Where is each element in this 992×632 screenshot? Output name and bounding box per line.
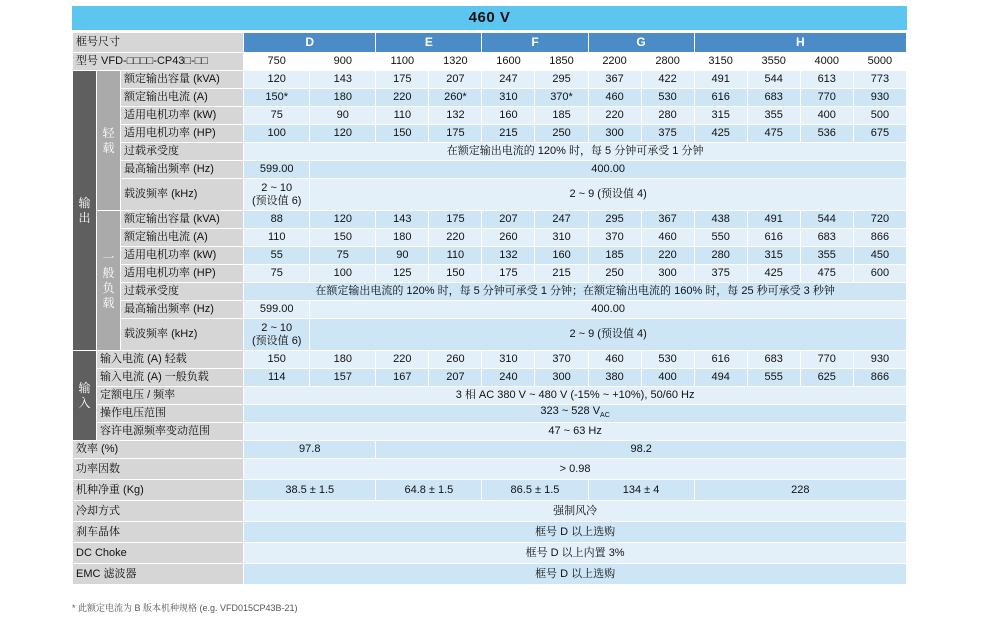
cooling-value: 强制风冷 [244, 501, 907, 522]
value-cell: 295 [588, 211, 641, 229]
value-cell: 600 [853, 265, 906, 283]
value-cell: 625 [800, 369, 853, 387]
value-cell: 866 [853, 229, 906, 247]
value-cell: 110 [244, 229, 310, 247]
value-cell: 367 [641, 211, 694, 229]
model-cell: 1100 [376, 53, 429, 71]
input-range-row [73, 405, 907, 423]
value-cell: 132 [482, 247, 535, 265]
normal-overload-value: 在额定输出电流的 120% 时，每 5 分钟可承受 1 分钟；在额定输出电流的 160% 时，每 25 秒可承受 3 秒钟 [244, 283, 907, 301]
model-cell: 900 [310, 53, 376, 71]
value-cell: 175 [429, 125, 482, 143]
model-row [73, 53, 907, 71]
value-cell: 55 [244, 247, 310, 265]
row-label: 容许电源频率变动范围 [97, 423, 244, 441]
row-label: 适用电机功率 (kW) [121, 107, 244, 125]
model-cell: 2800 [641, 53, 694, 71]
row-label: 操作电压范围 [97, 405, 244, 423]
input-light-row [73, 351, 907, 369]
value-cell: 260* [429, 89, 482, 107]
row-label: EMC 滤波器 [73, 564, 244, 585]
value-cell: 300 [535, 369, 588, 387]
value-cell: 180 [310, 89, 376, 107]
value-cell: 207 [482, 211, 535, 229]
value-cell: 175 [482, 265, 535, 283]
value-cell: 215 [482, 125, 535, 143]
value-cell: 355 [747, 107, 800, 125]
light-carrier-rest: 2 ~ 9 (预设值 4) [310, 179, 907, 211]
value-cell: 300 [588, 125, 641, 143]
value-cell: 150 [376, 125, 429, 143]
light-kw-row [73, 107, 907, 125]
value-cell: 425 [747, 265, 800, 283]
value-cell: 438 [694, 211, 747, 229]
value-cell: 866 [853, 369, 906, 387]
weight-h: 228 [694, 480, 906, 501]
value-cell: 494 [694, 369, 747, 387]
cooling-row [73, 501, 907, 522]
value-cell: 367 [588, 71, 641, 89]
input-voltage-row [73, 387, 907, 405]
normal-carrier-rest: 2 ~ 9 (预设值 4) [310, 319, 907, 351]
value-cell: 315 [747, 247, 800, 265]
value-cell: 260 [429, 351, 482, 369]
value-cell: 460 [588, 351, 641, 369]
row-label: 冷却方式 [73, 501, 244, 522]
value-cell: 143 [376, 211, 429, 229]
value-cell: 500 [853, 107, 906, 125]
value-cell: 616 [694, 351, 747, 369]
row-label: 额定输出容量 (kVA) [121, 71, 244, 89]
value-cell: 475 [800, 265, 853, 283]
value-cell: 250 [588, 265, 641, 283]
power-factor-row [73, 459, 907, 480]
row-label: 输入电流 (A) 轻载 [97, 351, 244, 369]
frame-f: F [482, 33, 588, 53]
value-cell: 185 [535, 107, 588, 125]
emc-row [73, 564, 907, 585]
value-cell: 310 [482, 89, 535, 107]
value-cell: 536 [800, 125, 853, 143]
model-cell: 750 [244, 53, 310, 71]
row-label: 额定输出电流 (A) [121, 89, 244, 107]
value-cell: 683 [747, 351, 800, 369]
model-cell: 1320 [429, 53, 482, 71]
frame-row [73, 33, 907, 53]
light-duty-label: 轻 载 [97, 71, 121, 211]
normal-freq-rest: 400.00 [310, 301, 907, 319]
efficiency-rest: 98.2 [376, 441, 907, 459]
input-voltage-value: 3 相 AC 380 V ~ 480 V (-15% ~ +10%), 50/60 Hz [244, 387, 907, 405]
row-label: 载波频率 (kHz) [121, 179, 244, 211]
model-cell: 4000 [800, 53, 853, 71]
value-cell: 110 [376, 107, 429, 125]
value-cell: 310 [482, 351, 535, 369]
value-cell: 400 [641, 369, 694, 387]
carrier-default: (预设值 6) [251, 194, 302, 207]
value-cell: 250 [535, 125, 588, 143]
value-cell: 930 [853, 351, 906, 369]
value-cell: 550 [694, 229, 747, 247]
value-cell: 160 [482, 107, 535, 125]
row-label: 功率因数 [73, 459, 244, 480]
light-freq-row [73, 161, 907, 179]
value-cell: 125 [376, 265, 429, 283]
value-cell: 280 [694, 247, 747, 265]
row-label: DC Choke [73, 543, 244, 564]
value-cell: 120 [310, 211, 376, 229]
value-cell: 544 [747, 71, 800, 89]
row-label: 过载承受度 [121, 143, 244, 161]
input-range-value [244, 405, 907, 423]
value-cell: 207 [429, 369, 482, 387]
row-label: 定额电压 / 频率 [97, 387, 244, 405]
light-amp-row [73, 89, 907, 107]
value-cell: 160 [535, 247, 588, 265]
power-factor-value: > 0.98 [244, 459, 907, 480]
spec-sheet [72, 6, 907, 585]
value-cell: 220 [429, 229, 482, 247]
value-cell: 460 [641, 229, 694, 247]
carrier-default: (预设值 6) [251, 334, 302, 347]
value-cell: 180 [376, 229, 429, 247]
value-cell: 491 [694, 71, 747, 89]
brake-row [73, 522, 907, 543]
input-group-label: 输 入 [73, 351, 97, 441]
value-cell: 770 [800, 89, 853, 107]
value-cell: 370 [588, 229, 641, 247]
value-cell: 530 [641, 89, 694, 107]
value-cell: 100 [244, 125, 310, 143]
model-cell: 3550 [747, 53, 800, 71]
normal-freq-row [73, 301, 907, 319]
value-cell: 157 [310, 369, 376, 387]
row-label: 最高输出频率 (Hz) [121, 161, 244, 179]
value-cell: 300 [641, 265, 694, 283]
value-cell: 90 [310, 107, 376, 125]
value-cell: 167 [376, 369, 429, 387]
value-cell: 375 [694, 265, 747, 283]
frame-h: H [694, 33, 906, 53]
value-cell: 75 [310, 247, 376, 265]
value-cell: 530 [641, 351, 694, 369]
value-cell: 110 [429, 247, 482, 265]
value-cell: 143 [310, 71, 376, 89]
normal-amp-row [73, 229, 907, 247]
value-cell: 185 [588, 247, 641, 265]
weight-f: 86.5 ± 1.5 [482, 480, 588, 501]
value-cell: 375 [641, 125, 694, 143]
carrier-range: 2 ~ 10 [261, 321, 293, 334]
value-cell: 114 [244, 369, 310, 387]
row-label: 额定输出容量 (kVA) [121, 211, 244, 229]
value-cell: 247 [535, 211, 588, 229]
light-hp-row [73, 125, 907, 143]
row-label: 最高输出频率 (Hz) [121, 301, 244, 319]
value-cell: 720 [853, 211, 906, 229]
value-cell: 683 [747, 89, 800, 107]
value-cell: 295 [535, 71, 588, 89]
value-cell: 555 [747, 369, 800, 387]
efficiency-d: 97.8 [244, 441, 376, 459]
spec-table [72, 32, 907, 585]
light-carrier-d [244, 179, 310, 211]
emc-value: 框号 D 以上选购 [244, 564, 907, 585]
value-cell: 683 [800, 229, 853, 247]
light-kva-row [73, 71, 907, 89]
efficiency-row [73, 441, 907, 459]
voltage-title: 460 V [72, 6, 907, 30]
model-cell: 1600 [482, 53, 535, 71]
value-cell: 120 [244, 71, 310, 89]
value-cell: 930 [853, 89, 906, 107]
normal-carrier-row [73, 319, 907, 351]
model-cell: 5000 [853, 53, 906, 71]
value-cell: 240 [482, 369, 535, 387]
row-label: 效率 (%) [73, 441, 244, 459]
value-cell: 613 [800, 71, 853, 89]
value-cell: 475 [747, 125, 800, 143]
row-label: 刹车晶体 [73, 522, 244, 543]
value-cell: 220 [376, 89, 429, 107]
value-cell: 175 [429, 211, 482, 229]
input-normal-row [73, 369, 907, 387]
value-cell: 422 [641, 71, 694, 89]
value-cell: 220 [376, 351, 429, 369]
weight-g: 134 ± 4 [588, 480, 694, 501]
value-cell: 280 [641, 107, 694, 125]
value-cell: 215 [535, 265, 588, 283]
voltage-range: 323 ~ 528 V [540, 405, 601, 417]
value-cell: 132 [429, 107, 482, 125]
value-cell: 220 [588, 107, 641, 125]
weight-e: 64.8 ± 1.5 [376, 480, 482, 501]
output-group-label: 输 出 [73, 71, 97, 351]
value-cell: 150 [310, 229, 376, 247]
input-freq-value: 47 ~ 63 Hz [244, 423, 907, 441]
row-label: 额定输出电流 (A) [121, 229, 244, 247]
value-cell: 616 [747, 229, 800, 247]
value-cell: 460 [588, 89, 641, 107]
normal-freq-d: 599.00 [244, 301, 310, 319]
value-cell: 616 [694, 89, 747, 107]
model-label: 型号 VFD-□□□□-CP43□-□□ [73, 53, 244, 71]
light-overload-value: 在额定输出电流的 120% 时，每 5 分钟可承受 1 分钟 [244, 143, 907, 161]
value-cell: 175 [376, 71, 429, 89]
value-cell: 75 [244, 107, 310, 125]
value-cell: 380 [588, 369, 641, 387]
value-cell: 773 [853, 71, 906, 89]
row-label: 机种净重 (Kg) [73, 480, 244, 501]
normal-overload-row [73, 283, 907, 301]
value-cell: 150 [429, 265, 482, 283]
value-cell: 120 [310, 125, 376, 143]
value-cell: 88 [244, 211, 310, 229]
brake-value: 框号 D 以上选购 [244, 522, 907, 543]
normal-kw-row [73, 247, 907, 265]
light-freq-rest: 400.00 [310, 161, 907, 179]
weight-row [73, 480, 907, 501]
light-overload-row [73, 143, 907, 161]
input-freq-row [73, 423, 907, 441]
value-cell: 75 [244, 265, 310, 283]
dc-choke-row [73, 543, 907, 564]
value-cell: 544 [800, 211, 853, 229]
frame-d: D [244, 33, 376, 53]
footnote: * 此额定电流为 B 版本机种规格 (e.g. VFD015CP43B-21) [72, 603, 298, 613]
row-label: 适用电机功率 (HP) [121, 125, 244, 143]
value-cell: 370* [535, 89, 588, 107]
frame-g: G [588, 33, 694, 53]
value-cell: 310 [535, 229, 588, 247]
dc-choke-value: 框号 D 以上内置 3% [244, 543, 907, 564]
normal-hp-row [73, 265, 907, 283]
value-cell: 260 [482, 229, 535, 247]
weight-d: 38.5 ± 1.5 [244, 480, 376, 501]
value-cell: 150* [244, 89, 310, 107]
value-cell: 450 [853, 247, 906, 265]
value-cell: 100 [310, 265, 376, 283]
row-label: 输入电流 (A) 一般负载 [97, 369, 244, 387]
row-label: 适用电机功率 (kW) [121, 247, 244, 265]
normal-kva-row [73, 211, 907, 229]
value-cell: 491 [747, 211, 800, 229]
light-carrier-row [73, 179, 907, 211]
value-cell: 180 [310, 351, 376, 369]
normal-duty-label: 一 般 负 载 [97, 211, 121, 351]
value-cell: 247 [482, 71, 535, 89]
value-cell: 400 [800, 107, 853, 125]
value-cell: 150 [244, 351, 310, 369]
row-label: 载波频率 (kHz) [121, 319, 244, 351]
model-cell: 1850 [535, 53, 588, 71]
value-cell: 355 [800, 247, 853, 265]
light-freq-d: 599.00 [244, 161, 310, 179]
value-cell: 675 [853, 125, 906, 143]
frame-label: 框号尺寸 [73, 33, 244, 53]
normal-carrier-d [244, 319, 310, 351]
value-cell: 90 [376, 247, 429, 265]
carrier-range: 2 ~ 10 [261, 181, 293, 194]
value-cell: 220 [641, 247, 694, 265]
model-cell: 2200 [588, 53, 641, 71]
row-label: 适用电机功率 (HP) [121, 265, 244, 283]
model-cell: 3150 [694, 53, 747, 71]
value-cell: 207 [429, 71, 482, 89]
voltage-subscript: AC [600, 412, 610, 420]
value-cell: 370 [535, 351, 588, 369]
frame-e: E [376, 33, 482, 53]
value-cell: 770 [800, 351, 853, 369]
row-label: 过载承受度 [121, 283, 244, 301]
value-cell: 425 [694, 125, 747, 143]
value-cell: 315 [694, 107, 747, 125]
